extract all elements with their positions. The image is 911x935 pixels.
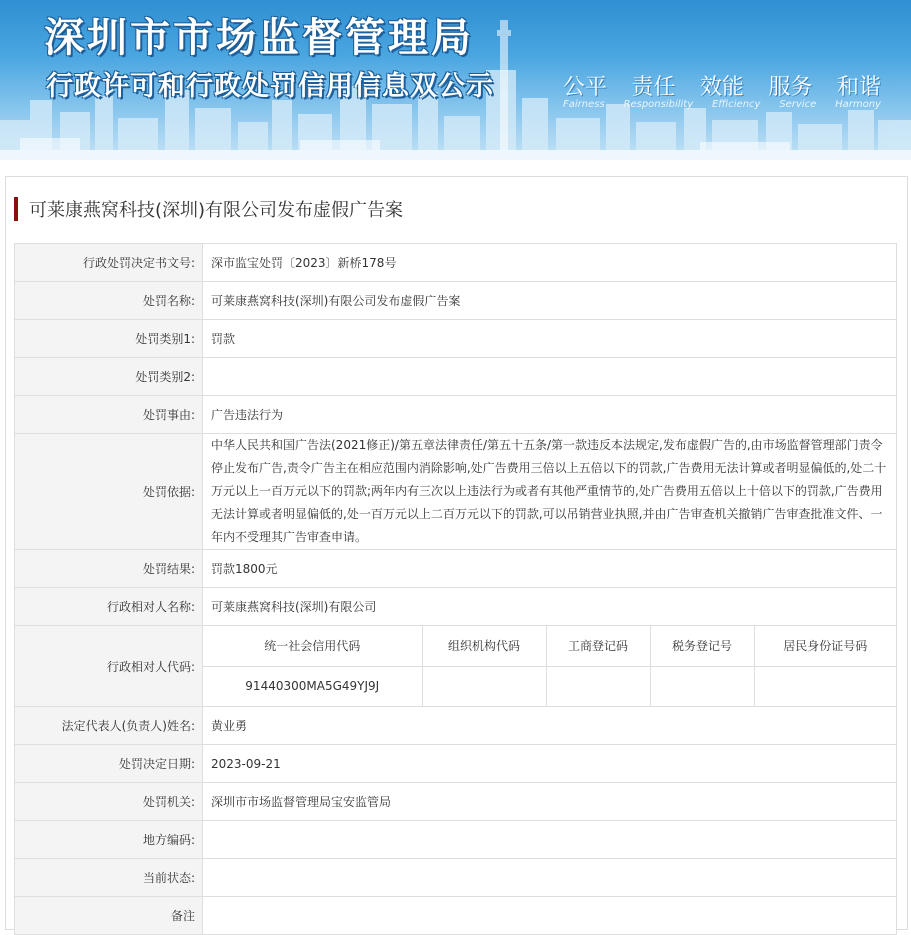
- table-row: [15, 897, 897, 935]
- penalty-info-table: [14, 243, 897, 935]
- field-label: 法定代表人(负责人)姓名:: [15, 707, 203, 745]
- title-accent-bar: [14, 197, 18, 221]
- table-row: [15, 707, 897, 745]
- tax-reg-value: [650, 666, 754, 706]
- field-label: 行政相对人代码:: [15, 626, 203, 707]
- table-row: [15, 745, 897, 783]
- field-label: 处罚决定日期:: [15, 745, 203, 783]
- field-label: 处罚名称:: [15, 282, 203, 320]
- table-row: [15, 434, 897, 550]
- banner-title: 深圳市市场监督管理局: [44, 15, 474, 61]
- field-label: 处罚机关:: [15, 783, 203, 821]
- banner-subtitle: 行政许可和行政处罚信用信息双公示: [46, 71, 494, 102]
- slogan-en-item: Harmony: [835, 99, 881, 110]
- party-code-table: [203, 626, 896, 706]
- slogan-item: 效能: [699, 75, 744, 100]
- table-row: [15, 550, 897, 588]
- field-label: 处罚结果:: [15, 550, 203, 588]
- banner-slogans: [563, 70, 881, 101]
- slogan-en-item: Fairness: [563, 99, 605, 110]
- table-row: [15, 626, 897, 707]
- field-value-region-code: [203, 821, 897, 859]
- field-label: 处罚类别2:: [15, 358, 203, 396]
- code-header: 税务登记号: [650, 626, 754, 666]
- credit-code-value: 91440300MA5G49YJ9J: [203, 666, 422, 706]
- code-header: 组织机构代码: [422, 626, 546, 666]
- field-value-legal-rep: 黄业勇: [203, 707, 897, 745]
- header-banner: [0, 0, 911, 160]
- field-value-result: 罚款1800元: [203, 550, 897, 588]
- field-value-reason: 广告违法行为: [203, 396, 897, 434]
- table-row: [15, 588, 897, 626]
- page-title: 可莱康燕窝科技(深圳)有限公司发布虚假广告案: [29, 200, 404, 221]
- table-row: [15, 244, 897, 282]
- field-label: 当前状态:: [15, 859, 203, 897]
- field-label: 行政相对人名称:: [15, 588, 203, 626]
- field-value-remark: [203, 897, 897, 935]
- field-value-party-name: 可莱康燕窝科技(深圳)有限公司: [203, 588, 897, 626]
- slogan-item: 服务: [768, 75, 813, 100]
- field-value-category2: [203, 358, 897, 396]
- field-label: 处罚依据:: [15, 434, 203, 550]
- table-row: [15, 859, 897, 897]
- field-value-status: [203, 859, 897, 897]
- slogan-en-item: Service: [779, 99, 817, 110]
- field-value-authority: 深圳市市场监督管理局宝安监管局: [203, 783, 897, 821]
- party-code-cell: [203, 626, 897, 707]
- field-value-category1: 罚款: [203, 320, 897, 358]
- field-label: 处罚类别1:: [15, 320, 203, 358]
- table-row: [15, 396, 897, 434]
- table-row: [15, 320, 897, 358]
- code-header: 工商登记码: [546, 626, 650, 666]
- field-value-decision-no: 深市监宝处罚〔2023〕新桥178号: [203, 244, 897, 282]
- field-label: 备注: [15, 897, 203, 935]
- slogan-item: 公平: [563, 75, 608, 100]
- table-row: [15, 821, 897, 859]
- code-header: 居民身份证号码: [754, 626, 896, 666]
- field-value-basis: 中华人民共和国广告法(2021修正)/第五章法律责任/第五十五条/第一款违反本法规定,发布虚假广告的,由市场监督管理部门责令停止发布广告,责令广告主在相应范围内消除影响,处广告费用三倍以上五倍以下的罚款,广告费用无法计算或者明显偏低的,处二十万元以上一百万元以下的罚款;两年内有三次以上违法行为或者有其他严重情节的,处广告费用五倍以上十倍以下的罚款,广告费用无法计算或者明显偏低的,处一百万元以上二百万元以下的罚款,可以吊销营业执照,并由广告审查机关撤销广告审查批准文件、一年内不受理其广告审查申请。: [203, 434, 897, 550]
- slogan-en-item: Responsibility: [623, 99, 694, 110]
- business-reg-value: [546, 666, 650, 706]
- slogan-en-item: Efficiency: [711, 99, 761, 110]
- field-value-decision-date: 2023-09-21: [203, 745, 897, 783]
- table-row: [15, 783, 897, 821]
- slogan-item: 和谐: [836, 75, 881, 100]
- slogan-item: 责任: [631, 75, 676, 100]
- org-code-value: [422, 666, 546, 706]
- code-header: 统一社会信用代码: [203, 626, 422, 666]
- table-row: [15, 282, 897, 320]
- field-value-penalty-name: 可莱康燕窝科技(深圳)有限公司发布虚假广告案: [203, 282, 897, 320]
- field-label: 处罚事由:: [15, 396, 203, 434]
- case-detail-panel: [5, 176, 908, 930]
- code-header-row: [203, 626, 896, 666]
- id-card-value: [754, 666, 896, 706]
- table-row: [15, 358, 897, 396]
- page-title-bar: [14, 197, 403, 221]
- banner-slogans-en: [563, 99, 881, 110]
- field-label: 行政处罚决定书文号:: [15, 244, 203, 282]
- code-value-row: [203, 666, 896, 706]
- field-label: 地方编码:: [15, 821, 203, 859]
